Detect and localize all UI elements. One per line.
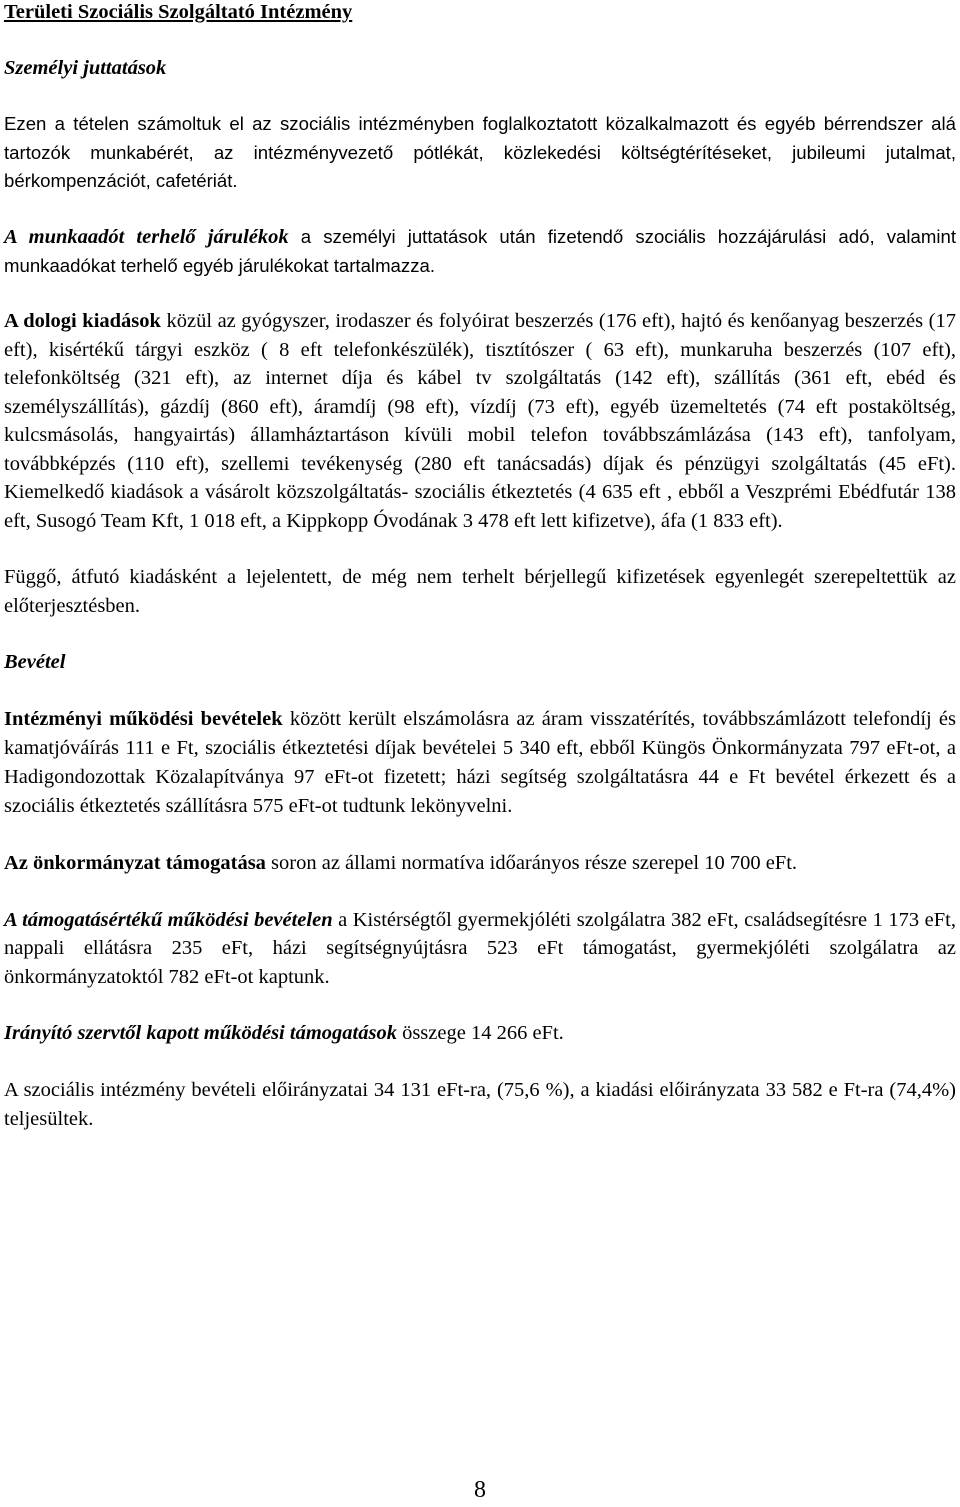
grant-revenue-lead: A támogatásértékű működési bevételen — [4, 908, 333, 931]
paragraph-municipal-support — [4, 849, 956, 878]
paragraph-personal-benefits: Ezen a tételen számoltuk el az szociális intézményben foglalkoztatott közalkalmazott és egyéb bérrendszer alá tartozók munkabérét, az intézményvezető pótlékát, közlekedési költségtérítéseket, jubileumi jutalmat, bérkompenzációt, cafetériát. — [4, 113, 956, 192]
paragraph-summary: A szociális intézmény bevételi előirányzatai 34 131 eFt-ra, (75,6 %), a kiadási előirányzata 33 582 e Ft-ra (74,4%) teljesültek. — [4, 1078, 956, 1130]
paragraph-institutional-revenue — [4, 705, 956, 821]
employer-contributions-lead: A munkaadót terhelő járulékok — [4, 225, 289, 248]
employer-contributions-text: a személyi juttatások után fizetendő szociális hozzájárulási adó, valamint munkaadókat terhelő egyéb járulékokat tartalmazza. — [4, 225, 956, 276]
paragraph-employer-contributions — [4, 223, 956, 280]
institutional-revenue-text: között került elszámolásra az áram visszatérítés, továbbszámlázott telefondíj és kamatjóváírás 111 e Ft, szociális étkeztetési díjak bevételei 5 340 eft, ebből Küngös Önkormányzata 797 eFt-ot, a Hadigondozottak Közalapítványa 97 eFt-ot fizetett; házi segítség szolgáltatásra 44 e Ft bevétel érkezett és a szociális étkeztetés szállításra 575 eFt-ot tudtunk lekönyvelni. — [4, 707, 957, 817]
document-title: Területi Szociális Szolgáltató Intézmény — [4, 1, 353, 23]
municipal-support-text: soron az állami normatíva időarányos része szerepel 10 700 eFt. — [265, 851, 798, 874]
paragraph-pending-expenses: Függő, átfutó kiadásként a lejelentett, de még nem terhelt bérjellegű kifizetések egyenlegét szerepeltettük az előterjesztésben. — [4, 566, 956, 617]
paragraph-material-expenses — [4, 307, 956, 535]
grant-revenue-text: a Kistérségtől gyermekjóléti szolgálatra 382 eFt, családsegítésre 1 173 eFt, nappali ellátásra 235 eFt, házi segítségnyújtásra 523 eFt támogatást, gyermekjóléti szolgálatra az önkormányzatoktól 782 eFt-ot kaptunk. — [4, 908, 956, 988]
controlling-body-support-lead: Irányító szervtől kapott működési támogatások — [4, 1022, 397, 1045]
institutional-revenue-lead: Intézményi működési bevételek — [4, 707, 283, 730]
heading-personal-benefits: Személyi juttatások — [4, 56, 167, 79]
material-expenses-lead: A dologi kiadások — [4, 310, 161, 333]
paragraph-controlling-body-support — [4, 1019, 956, 1048]
controlling-body-support-text: összege 14 266 eFt. — [396, 1022, 564, 1045]
document-body — [4, 0, 956, 1133]
heading-revenue: Bevétel — [4, 651, 66, 674]
page-number: 8 — [474, 1477, 486, 1503]
municipal-support-lead: Az önkormányzat támogatása — [4, 851, 266, 874]
paragraph-grant-revenue — [4, 906, 956, 992]
material-expenses-text: közül az gyógyszer, irodaszer és folyóirat beszerzés (176 eft), hajtó és kenőanyag beszerzés (17 eft), kisértékű tárgyi eszköz ( 8 eft telefonkészülék), tisztítószer ( 63 eft), munkaruha beszerzés (107 eft), telefonköltség (321 eft), az internet díja és kábel tv szolgáltatás (142 eft), szállítás (361 eft, ebéd és személyszállítás), gázdíj (860 eft), áramdíj (98 eft), vízdíj (73 eft), egyéb üzemeltetés (74 eft postaköltség, kulcsmásolás, hangyairtás) államháztartáson kívüli mobil telefon továbbszámlázása (143 eft), tanfolyam, továbbképzés (110 eft), szellemi tevékenység (280 eft tanácsadás) díjak és pénzügyi szolgáltatás (45 eFt). Kiemelkedő kiadások a vásárolt közszolgáltatás- szociális étkeztetés (4 635 eft , ebből a Veszprémi Ebédfutár 138 eft, Susogó Team Kft, 1 018 eft, a Kippkopp Óvodának 3 478 eft lett kifizetve), áfa (1 833 eft). — [4, 310, 957, 532]
